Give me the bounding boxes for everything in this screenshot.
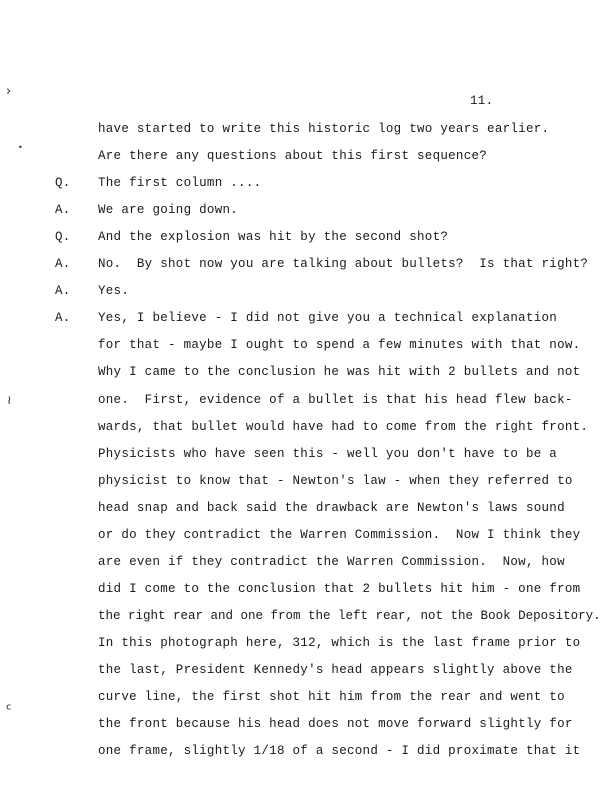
- line-text: curve line, the first shot hit him from the rear and went to: [98, 690, 565, 705]
- speaker-label: A.: [55, 284, 71, 299]
- line-text: We are going down.: [98, 203, 239, 218]
- margin-mark: •: [18, 143, 23, 152]
- line-text: The first column ....: [98, 176, 262, 191]
- line-text: the last, President Kennedy's head appears slightly above the: [98, 663, 573, 677]
- line-text: are even if they contradict the Warren Commission. Now, how: [98, 554, 565, 569]
- speaker-label: A.: [55, 203, 71, 218]
- line-text: In this photograph here, 312, which is the last frame prior to: [98, 635, 581, 650]
- speaker-label: Q.: [55, 176, 71, 191]
- speaker-label: A.: [55, 311, 71, 326]
- line-text: for that - maybe I ought to spend a few minutes with that now.: [98, 338, 581, 353]
- line-text: Yes.: [98, 284, 130, 299]
- line-text: Yes, I believe - I did not give you a technical explanation: [98, 311, 558, 326]
- line-text: physicist to know that - Newton's law - when they referred to: [98, 473, 573, 488]
- line-text: the front because his head does not move forward slightly for: [98, 717, 573, 732]
- line-text: Are there any questions about this first sequence?: [98, 149, 488, 164]
- line-text: Why I came to the conclusion he was hit with 2 bullets and not: [98, 365, 581, 380]
- line-text: or do they contradict the Warren Commission. Now I think they: [98, 527, 581, 542]
- margin-mark: ≀: [7, 393, 12, 407]
- line-text: head snap and back said the drawback are Newton's laws sound: [98, 500, 565, 515]
- line-text: one frame, slightly 1/18 of a second - I did proximate that it: [98, 744, 581, 759]
- line-text: wards, that bullet would have had to come from the right front.: [98, 419, 589, 434]
- line-text: And the explosion was hit by the second shot?: [98, 230, 449, 245]
- margin-mark: ›: [6, 84, 12, 99]
- line-text: did I come to the conclusion that 2 bullets hit him - one from: [98, 581, 581, 596]
- line-text: No. By shot now you are talking about bullets? Is that right?: [98, 257, 589, 272]
- line-text: one. First, evidence of a bullet is that his head flew back-: [98, 392, 573, 407]
- page-number: 11.: [470, 94, 494, 108]
- speaker-label: Q.: [55, 230, 71, 245]
- speaker-label: A.: [55, 257, 71, 272]
- line-text: Physicists who have seen this - well you don't have to be a: [98, 446, 558, 461]
- line-text: have started to write this historic log two years earlier.: [98, 122, 550, 136]
- line-text: the right rear and one from the left rear, not the Book Depository.: [98, 608, 601, 623]
- margin-mark: ᶜ: [6, 700, 12, 719]
